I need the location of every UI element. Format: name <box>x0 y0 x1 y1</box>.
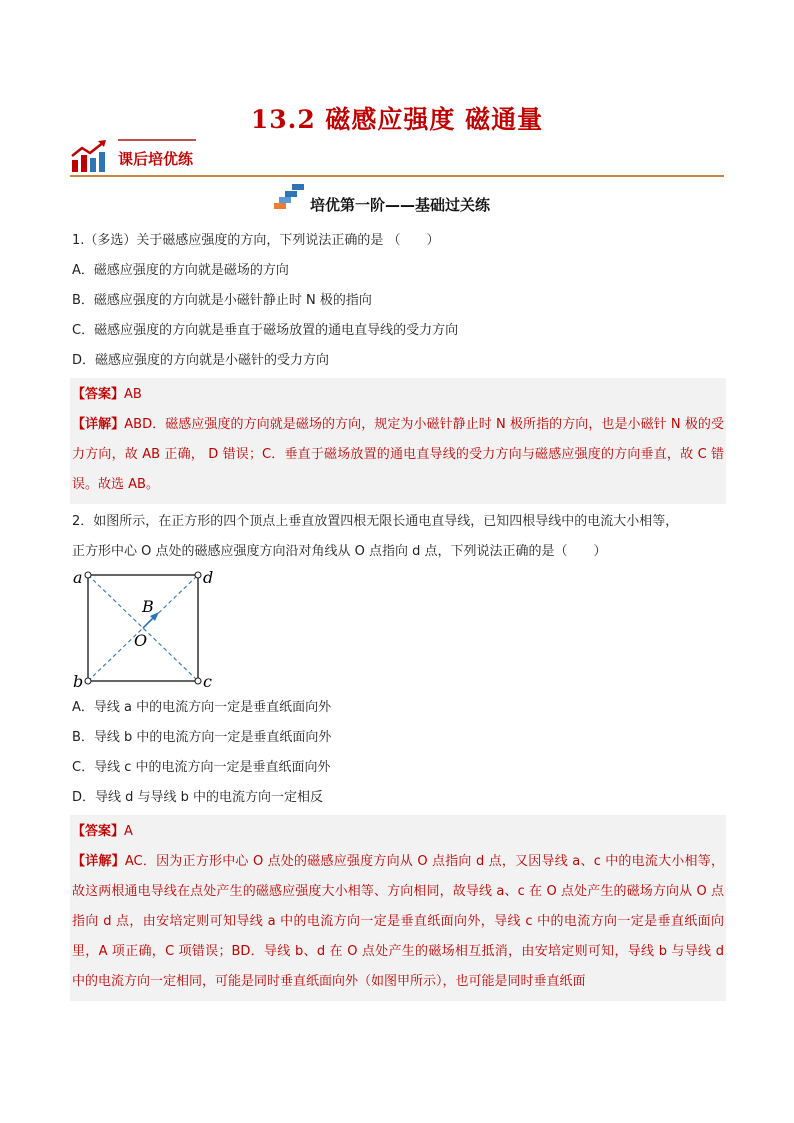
question-2-stem-2: 正方形中心 O 点处的磁感应强度方向沿对角线从 O 点指向 d 点，下列说法正确的是（ ） <box>72 544 607 559</box>
q2-answer-box <box>70 815 726 1001</box>
answer-tag: 【答案】 <box>72 824 125 839</box>
q2-answer <box>72 817 724 847</box>
label-B: B <box>142 597 154 616</box>
stage-title: 培优第一阶——基础过关练 <box>310 196 491 214</box>
section-header <box>70 136 724 178</box>
square-diagram <box>70 569 230 689</box>
q1-answer-box <box>70 378 726 504</box>
detail-text: ABD．磁感应强度的方向就是磁场的方向，规定为小磁针静止时 N 极所指的方向，也是小磁针 N 极的受力方向，故 AB 正确， D 错误；C．垂直于磁场放置的通电直导线的受力方向与磁感应强度的方向垂直，故 C 错误。故选 AB。 <box>72 417 724 492</box>
answer-value: A <box>124 824 133 839</box>
question-content <box>72 226 724 1005</box>
question-2-stem-1: 2．如图所示，在正方形的四个顶点上垂直放置四根无限长通电直导线，已知四根导线中的电流大小相等， <box>72 514 679 529</box>
stage-header <box>0 182 794 216</box>
label-a: a <box>73 569 83 587</box>
q2-option-a: A．导线 a 中的电流方向一定是垂直纸面向外 <box>72 700 332 715</box>
header-accent-line <box>118 139 196 141</box>
label-b: b <box>73 672 84 689</box>
q1-option-a: A．磁感应强度的方向就是磁场的方向 <box>72 263 289 278</box>
label-c: c <box>203 672 212 689</box>
stairs-icon <box>274 182 306 210</box>
q1-option-b: B．磁感应强度的方向就是小磁针静止时 N 极的指向 <box>72 293 372 308</box>
growth-chart-icon <box>70 138 110 174</box>
square-wire-figure <box>70 569 230 689</box>
detail-text: AC．因为正方形中心 O 点处的磁感应强度方向从 O 点指向 d 点，又因导线 a、c 中的电流大小相等，故这两根通电导线在点处产生的磁感应强度大小相等、方向相同，故导线 a、c 在 O 点处产生的磁场方向从 O 点指向 d 点，由安培定则可知导线 a 中的电流方向一定是垂直纸面向外，导线 c 中的电流方向一定是垂直纸面向里，A 项正确，C 项错误；BD．导线 b、d 在 O 点处产生的磁场相互抵消，由安培定则可知，导线 b 与导线 d 中的电流方向一定相同，可能是同时垂直纸面向外（如图甲所示），也可能是同时垂直纸面 <box>72 854 724 989</box>
q1-option-d: D．磁感应强度的方向就是小磁针的受力方向 <box>72 353 330 368</box>
q2-option-c: C．导线 c 中的电流方向一定是垂直纸面向外 <box>72 760 331 775</box>
header-divider <box>70 175 724 177</box>
answer-tag: 【答案】 <box>72 387 125 402</box>
detail-tag: 【详解】 <box>72 854 125 869</box>
q2-detail <box>72 847 724 997</box>
detail-tag: 【详解】 <box>72 417 125 432</box>
answer-value: AB <box>124 387 142 402</box>
question-1-stem: 1.（多选）关于磁感应强度的方向，下列说法正确的是 （ ） <box>72 233 440 248</box>
q1-option-c: C．磁感应强度的方向就是垂直于磁场放置的通电直导线的受力方向 <box>72 323 459 338</box>
q2-option-b: B．导线 b 中的电流方向一定是垂直纸面向外 <box>72 730 332 745</box>
q1-detail <box>72 410 724 500</box>
page-title: 13.2 磁感应强度 磁通量 <box>250 105 544 134</box>
section-label: 课后培优练 <box>118 150 194 168</box>
label-d: d <box>203 569 214 587</box>
q1-answer <box>72 380 724 410</box>
label-O: O <box>134 631 148 650</box>
q2-option-d: D．导线 d 与导线 b 中的电流方向一定相反 <box>72 790 324 805</box>
